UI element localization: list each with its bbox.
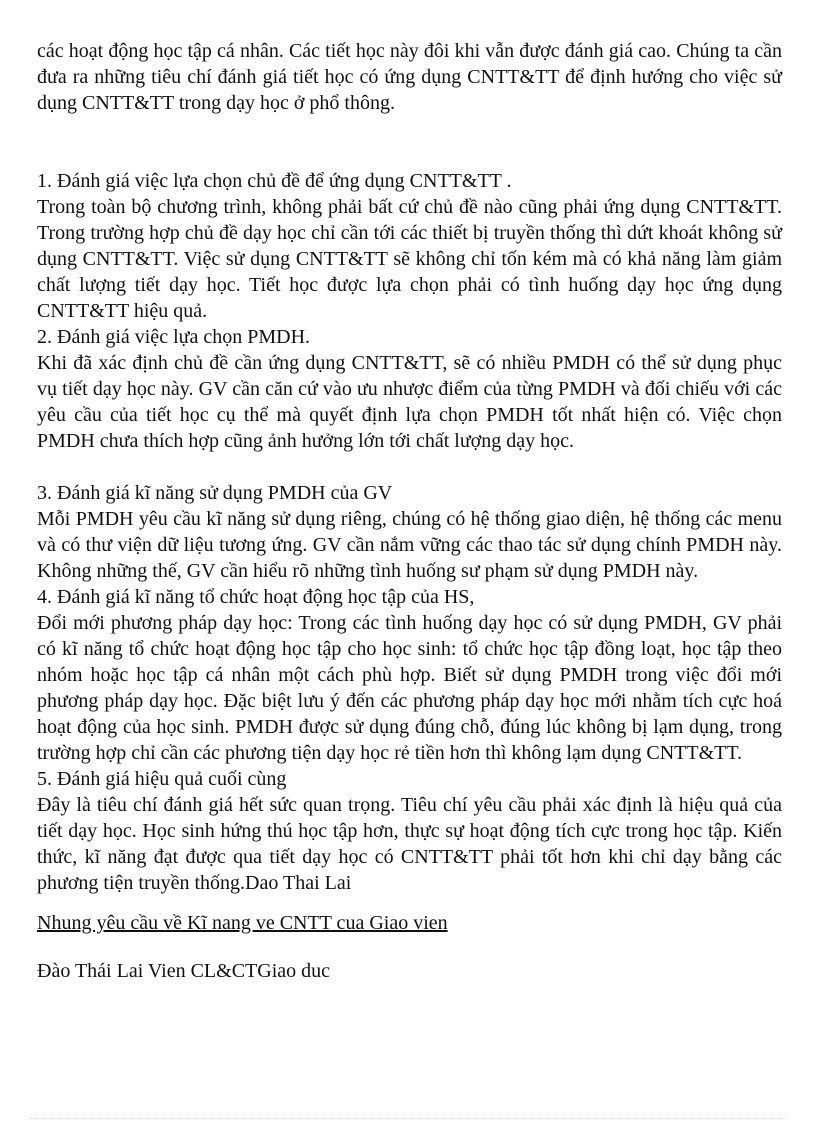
section-5-heading: 5. Đánh giá hiệu quả cuối cùng: [37, 768, 287, 790]
section-4-body: Đổi mới phương pháp dạy học: Trong các tình huống dạy học có sử dụng PMDH, GV phải có kĩ năng tổ chức hoạt động học tập cho học sinh: tổ chức học tập đồng loạt, học tập theo nhóm hoặc học tập cá nhân một cách phù hợp. Biết sử dụng PMDH trong việc đổi mới phương pháp dạy học. Đặc biệt lưu ý đến các phương pháp dạy học mới nhằm tích cực hoá hoạt động của học sinh. PMDH được sử dụng đúng chỗ, đúng lúc không bị lạm dụng, trong trường hợp chỉ cần các phương tiện dạy học rẻ tiền hơn thì không lạm dụng CNTT&TT.: [37, 612, 782, 764]
spacer: [37, 896, 782, 910]
spacer: [37, 116, 782, 168]
author-line: Đào Thái Lai Vien CL&CTGiao duc: [37, 960, 330, 982]
section-4-heading: 4. Đánh giá kĩ năng tổ chức hoạt động học tập của HS,: [37, 586, 475, 608]
related-article-link[interactable]: Nhung yêu cầu về Kĩ nang ve CNTT cua Giao vien: [37, 912, 448, 934]
intro-paragraph: các hoạt động học tập cá nhân. Các tiết học này đôi khi vẫn được đánh giá cao. Chúng ta cần đưa ra những tiêu chí đánh giá tiết học có ứng dụng CNTT&TT để định hướng cho việc sử dụng CNTT&TT trong dạy học ở phổ thông.: [37, 40, 782, 114]
section-5-body: Đây là tiêu chí đánh giá hết sức quan trọng. Tiêu chí yêu cầu phải xác định là hiệu quả của tiết dạy học. Học sinh hứng thú học tập hơn, thực sự hoạt động tích cực trong học tập. Kiến thức, kĩ năng đạt được qua tiết dạy học có CNTT&TT phải tốt hơn khi chỉ dạy bằng các phương tiện truyền thống.Dao Thai Lai: [37, 794, 782, 894]
page-bottom-divider: [30, 1118, 786, 1119]
spacer: [37, 454, 782, 480]
section-2-body: Khi đã xác định chủ đề cần ứng dụng CNTT&TT, sẽ có nhiều PMDH có thể sử dụng phục vụ tiết dạy học này. GV cần căn cứ vào ưu nhược điểm của từng PMDH và đối chiếu với các yêu cầu của tiết học cụ thể mà quyết định lựa chọn PMDH tốt nhất hiện có. Việc chọn PMDH chưa thích hợp cũng ảnh hưởng lớn tới chất lượng dạy học.: [37, 352, 782, 452]
document-page: [37, 38, 782, 984]
section-1-body: Trong toàn bộ chương trình, không phải bất cứ chủ đề nào cũng phải ứng dụng CNTT&TT. Trong trường hợp chủ đề dạy học chỉ cần tới các thiết bị truyền thống thì dứt khoát không sử dụng CNTT&TT. Việc sử dụng CNTT&TT sẽ không chỉ tốn kém mà có khả năng làm giảm chất lượng tiết dạy học. Tiết học được lựa chọn phải có tình huống dạy học ứng dụng CNTT&TT hiệu quả.: [37, 196, 782, 322]
section-2-heading: 2. Đánh giá việc lựa chọn PMDH.: [37, 326, 311, 348]
spacer: [37, 936, 782, 958]
section-3-body: Mỗi PMDH yêu cầu kĩ năng sử dụng riêng, chúng có hệ thống giao diện, hệ thống các menu và có thư viện dữ liệu tương ứng. GV cần nắm vững các thao tác sử dụng chính PMDH này. Không những thế, GV cần hiểu rõ những tình huống sư phạm sử dụng PMDH này.: [37, 508, 782, 582]
section-1-heading: 1. Đánh giá việc lựa chọn chủ đề để ứng dụng CNTT&TT .: [37, 170, 512, 192]
section-3-heading: 3. Đánh giá kĩ năng sử dụng PMDH của GV: [37, 482, 393, 504]
